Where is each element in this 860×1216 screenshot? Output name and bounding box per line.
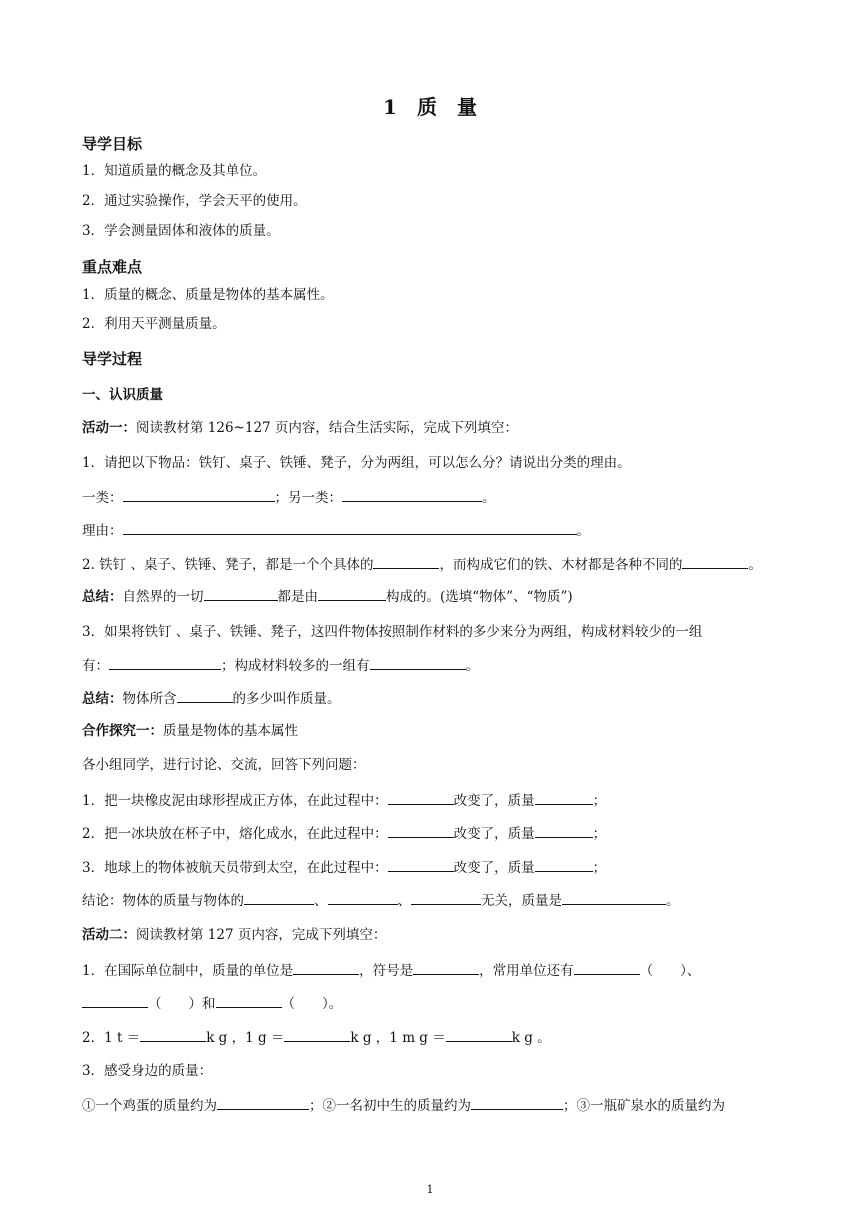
label: 的多少叫作质量。: [232, 691, 341, 707]
answer-blank[interactable]: [318, 587, 386, 601]
label: 改变了，质量: [453, 793, 535, 809]
coop-intro: 各小组同学，进行讨论、交流，回答下列问题：: [82, 757, 366, 773]
summary-1: [82, 587, 573, 606]
label: 一类：: [82, 490, 123, 506]
answer-blank[interactable]: [244, 891, 314, 905]
answer-blank[interactable]: [140, 1028, 206, 1042]
question-2: [82, 555, 762, 574]
question-1-answer: [82, 488, 496, 507]
answer-blank[interactable]: [342, 488, 482, 502]
cooperative-inquiry: [82, 722, 298, 740]
question-1: 1．请把以下物品：铁钉、桌子、铁锤、凳子，分为两组，可以怎么分？请说出分类的理由。: [82, 455, 631, 471]
coop-question-2: [82, 824, 606, 843]
label: 。: [328, 996, 343, 1012]
question-3: 3．如果将铁钉 、桌子、铁锤、凳子，这四件物体按照制作材料的多少来分为两组，构成材料较少的一组: [82, 624, 703, 640]
answer-blank[interactable]: [123, 488, 275, 502]
label: 2．1 t ＝: [82, 1030, 141, 1046]
label: 改变了，质量: [453, 860, 535, 876]
answer-blank[interactable]: [411, 891, 481, 905]
reason-line: [82, 521, 590, 540]
goals-heading: 导学目标: [82, 135, 143, 153]
label: ；③一瓶矿泉水的质量约为: [563, 1098, 725, 1114]
label: ；②一名初中生的质量约为: [309, 1098, 471, 1114]
label: k g ，1 g ＝: [206, 1030, 285, 1046]
label: 构成的。(选填“物体”、“物质”): [386, 589, 573, 605]
label: 2．把一冰块放在杯子中，熔化成水，在此过程中：: [82, 826, 388, 842]
coop-label: 合作探究一：: [82, 723, 163, 739]
summary-label: 总结：: [82, 691, 123, 707]
activity-label: 活动二：: [82, 927, 136, 943]
answer-blank[interactable]: [370, 656, 466, 670]
process-heading: 导学过程: [82, 350, 143, 368]
page-title: 1 质 量: [383, 95, 477, 119]
label: 物体所含: [122, 691, 177, 707]
label: 。: [482, 490, 496, 506]
label: 结论：物体的质量与物体的: [82, 893, 244, 909]
answer-blank[interactable]: [82, 994, 148, 1008]
answer-blank[interactable]: [123, 521, 577, 535]
activity-two: [82, 926, 386, 944]
label: 、: [397, 893, 411, 909]
label: 、: [686, 963, 701, 979]
label: 无关，质量是: [481, 893, 562, 909]
activity-text: 阅读教材第 126~127 页内容，结合生活实际，完成下列填空：: [136, 420, 518, 436]
activity-label: 活动一：: [82, 420, 136, 436]
label: ①一个鸡蛋的质量约为: [82, 1098, 217, 1114]
answer-blank[interactable]: [535, 824, 593, 838]
answer-blank[interactable]: [293, 961, 359, 975]
unit-question-1-cont: [82, 994, 342, 1013]
answer-blank[interactable]: [177, 689, 233, 703]
label: k g 。: [511, 1030, 551, 1046]
label: ；另一类：: [274, 490, 342, 506]
label: ，常用单位还有: [479, 963, 574, 979]
answer-blank[interactable]: [413, 961, 479, 975]
label: k g ，1 m g ＝: [350, 1030, 446, 1046]
label: 理由：: [82, 523, 123, 539]
answer-blank[interactable]: [204, 587, 278, 601]
keypoint-item: 2．利用天平测量质量。: [82, 316, 226, 332]
label: ；: [592, 860, 607, 876]
part-heading: 一、认识质量: [82, 387, 163, 403]
goal-item: 1．知道质量的概念及其单位。: [82, 163, 267, 179]
answer-blank[interactable]: [216, 994, 282, 1008]
activity-text: 阅读教材第 127 页内容，完成下列填空：: [136, 927, 387, 943]
answer-blank[interactable]: [373, 555, 439, 569]
unit-question-1: [82, 961, 700, 980]
label: 2. 铁钉 、桌子、铁锤、凳子，都是一个个具体的: [82, 557, 374, 573]
answer-blank[interactable]: [574, 961, 640, 975]
label: （ ）: [639, 963, 687, 979]
answer-blank[interactable]: [682, 555, 748, 569]
answer-blank[interactable]: [388, 858, 454, 872]
answer-blank[interactable]: [471, 1096, 563, 1110]
label: 改变了，质量: [453, 826, 535, 842]
coop-text: 质量是物体的基本属性: [163, 723, 298, 739]
answer-blank[interactable]: [535, 858, 593, 872]
label: ，符号是: [359, 963, 414, 979]
answer-blank[interactable]: [328, 891, 398, 905]
label: 、: [314, 893, 328, 909]
coop-question-3: [82, 858, 606, 877]
label: （ ）: [281, 996, 329, 1012]
question-3-answer: [82, 656, 479, 675]
answer-blank[interactable]: [217, 1096, 309, 1110]
label: ；: [592, 793, 607, 809]
unit-question-4: [82, 1096, 725, 1115]
goal-item: 2．通过实验操作，学会天平的使用。: [82, 193, 307, 209]
label: （ ）: [148, 996, 202, 1012]
label: 。: [748, 557, 762, 573]
summary-label: 总结：: [82, 589, 123, 605]
answer-blank[interactable]: [562, 891, 666, 905]
label: 有：: [82, 658, 109, 674]
label: 和: [202, 996, 216, 1012]
label: 。: [465, 658, 479, 674]
keypoint-item: 1．质量的概念、质量是物体的基本属性。: [82, 287, 334, 303]
label: 都是由: [277, 589, 318, 605]
answer-blank[interactable]: [446, 1028, 512, 1042]
answer-blank[interactable]: [388, 824, 454, 838]
activity-one: [82, 419, 518, 437]
answer-blank[interactable]: [388, 791, 454, 805]
label: ；: [592, 826, 607, 842]
goal-item: 3．学会测量固体和液体的质量。: [82, 223, 280, 239]
keypoints-heading: 重点难点: [82, 258, 143, 276]
label: 。: [576, 523, 590, 539]
conclusion: [82, 891, 680, 910]
answer-blank[interactable]: [535, 791, 593, 805]
label: ，而构成它们的铁、木材都是各种不同的: [439, 557, 683, 573]
label: 1．在国际单位制中，质量的单位是: [82, 963, 294, 979]
answer-blank[interactable]: [109, 656, 221, 670]
label: 。: [666, 893, 680, 909]
label: 自然界的一切: [122, 589, 204, 605]
coop-question-1: [82, 791, 606, 810]
unit-question-2: [82, 1028, 551, 1047]
summary-2: [82, 689, 341, 708]
answer-blank[interactable]: [284, 1028, 350, 1042]
unit-question-3: 3．感受身边的质量：: [82, 1063, 213, 1079]
label: 1．把一块橡皮泥由球形捏成正方体，在此过程中：: [82, 793, 388, 809]
label: 3．地球上的物体被航天员带到太空，在此过程中：: [82, 860, 388, 876]
page-number: 1: [426, 1183, 434, 1196]
label: ；构成材料较多的一组有: [221, 658, 370, 674]
